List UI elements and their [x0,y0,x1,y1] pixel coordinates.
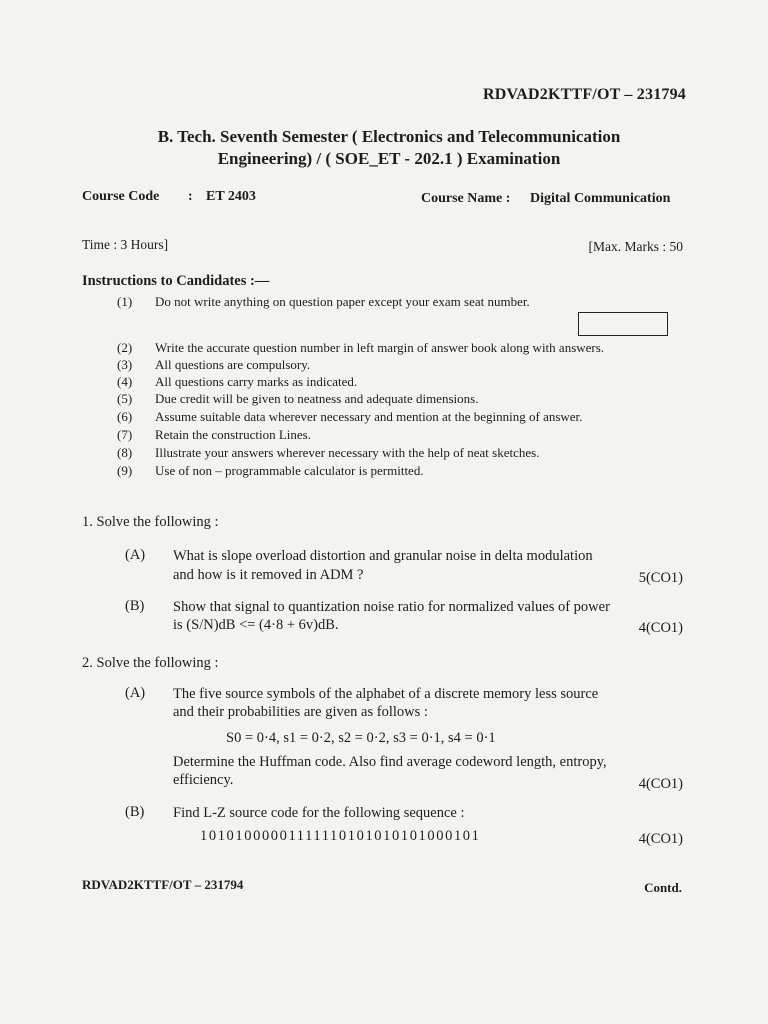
instruction-number: (7) [117,427,133,442]
course-code-label: Course Code [82,189,160,204]
question-1a-marks: 5(CO1) [638,570,683,586]
question-2a-marks: 4(CO1) [638,776,683,792]
instruction-number: (2) [117,340,133,355]
instruction-number: (5) [117,391,133,406]
instruction-number: (9) [117,463,133,478]
instruction-text: Write the accurate question number in left margin of answer book along with answers. [155,340,605,355]
instruction-number: (1) [117,294,133,309]
question-1b-line2: is (S/N)dB <= (4·8 + 6v)dB. [173,617,339,633]
instruction-number: (3) [117,357,133,372]
binary-sequence: 10101000001111110101010101000101 [200,828,481,844]
instruction-text: Illustrate your answers wherever necessary with the help of neat sketches. [155,445,540,460]
question-2a-line1: The five source symbols of the alphabet of a discrete memory less source [173,686,599,702]
question-1a-line2: and how is it removed in ADM ? [173,567,364,583]
instruction-text: All questions carry marks as indicated. [155,374,358,389]
seat-number-box [578,312,668,336]
question-2-heading: 2. Solve the following : [82,655,219,671]
question-2b-line1: Find L-Z source code for the following sequence : [173,805,465,821]
instruction-text: Use of non – programmable calculator is permitted. [155,463,424,478]
instruction-text: Due credit will be given to neatness and adequate dimensions. [155,391,479,406]
document-code: RDVAD2KTTF/OT – 231794 [483,86,686,103]
question-1a-label: (A) [125,547,146,563]
question-2a-line2: and their probabilities are given as follows : [173,704,428,720]
course-name-value: Digital Communication [530,191,671,206]
instruction-text: Do not write anything on question paper except your exam seat number. [155,294,530,309]
question-2b-marks: 4(CO1) [638,831,683,847]
max-marks: [Max. Marks : 50 [588,239,683,254]
instruction-text: All questions are compulsory. [155,357,311,372]
course-name-label: Course Name : [421,191,511,206]
question-1b-line1: Show that signal to quantization noise ratio for normalized values of power [173,599,610,615]
exam-time: Time : 3 Hours] [82,237,169,252]
question-1b-marks: 4(CO1) [638,620,683,636]
course-code-separator: : [188,189,193,204]
exam-title-line1: B. Tech. Seventh Semester ( Electronics and Telecommunication [157,127,621,146]
continued-label: Contd. [644,880,682,895]
exam-title-line2: Engineering) / ( SOE_ET - 202.1 ) Examination [217,149,561,168]
question-2b-label: (B) [125,804,145,820]
footer-document-code: RDVAD2KTTF/OT – 231794 [82,877,244,892]
question-2a-line3: Determine the Huffman code. Also find average codeword length, entropy, [173,754,607,770]
instruction-number: (6) [117,409,133,424]
instruction-number: (4) [117,374,133,389]
probabilities-formula: S0 = 0·4, s1 = 0·2, s2 = 0·2, s3 = 0·1, s4 = 0·1 [226,730,496,746]
question-2a-line4: efficiency. [173,772,234,788]
question-2a-label: (A) [125,685,146,701]
instruction-text: Assume suitable data wherever necessary and mention at the beginning of answer. [155,409,583,424]
question-1a-line1: What is slope overload distortion and granular noise in delta modulation [173,548,593,564]
instruction-text: Retain the construction Lines. [155,427,311,442]
question-1b-label: (B) [125,598,145,614]
question-1-heading: 1. Solve the following : [82,514,219,530]
instruction-number: (8) [117,445,133,460]
instructions-heading: Instructions to Candidates :— [82,273,270,289]
course-code-value: ET 2403 [206,189,256,204]
